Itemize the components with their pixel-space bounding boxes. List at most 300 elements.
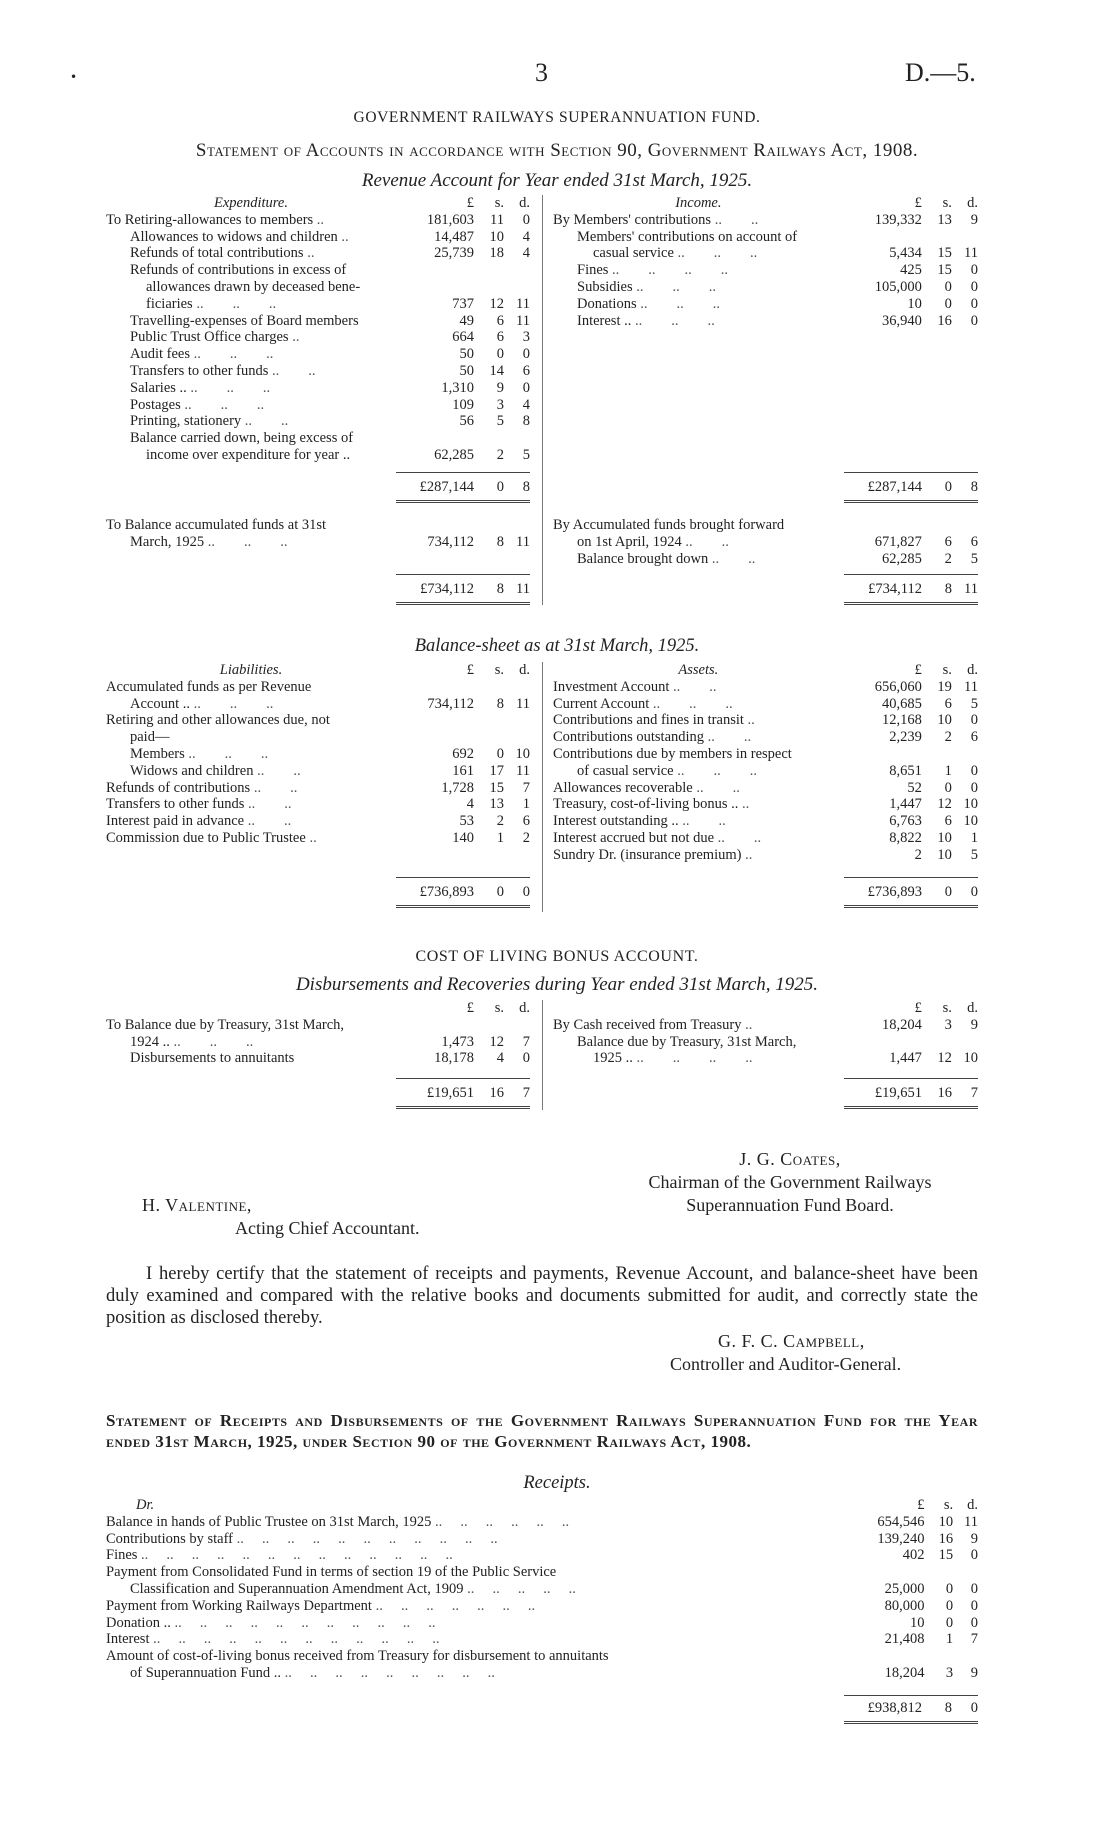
row-label (106, 729, 396, 746)
row-leader: .. .. (711, 550, 756, 567)
row-shillings: 2 (944, 729, 952, 746)
row-shillings: 0 (945, 1614, 954, 1631)
account-row (106, 1547, 978, 1564)
row-pounds: 734,112 (427, 695, 474, 712)
row-label (553, 830, 844, 847)
account-row (553, 847, 978, 864)
row-label (106, 1564, 849, 1581)
row-label-text: Payment from Working Railways Department (106, 1597, 372, 1614)
row-label (553, 313, 844, 330)
row-label-text: To Balance due by Treasury, 31st March, (106, 1016, 345, 1033)
row-pounds: 25,000 (884, 1580, 925, 1597)
total-pounds: £19,651 (426, 1085, 474, 1101)
row-pounds: 692 (452, 745, 474, 762)
row-pence: 0 (970, 1614, 978, 1631)
total-pence: 0 (970, 1700, 978, 1716)
row-shillings: 15 (938, 1547, 954, 1564)
row-pounds: 109 (452, 396, 474, 413)
account-row (106, 696, 530, 713)
row-pounds: 10 (907, 295, 922, 312)
revenue-total2-right (844, 574, 978, 605)
row-leader: .. .. .. (636, 278, 716, 295)
row-pence: 0 (522, 211, 530, 228)
row-label-text: Members' contributions on account of (577, 228, 798, 245)
account-row (553, 279, 978, 296)
row-label (106, 780, 396, 797)
row-shillings: 4 (496, 1050, 504, 1067)
row-shillings: 12 (489, 1033, 504, 1050)
coates-block (620, 1148, 960, 1217)
row-pence: 9 (970, 211, 978, 228)
row-pounds: 402 (902, 1547, 925, 1564)
col-pounds: £ (914, 662, 922, 678)
row-label-text: Salaries .. (130, 379, 187, 396)
row-leader: .. .. (696, 779, 740, 796)
account-row (106, 1648, 978, 1665)
row-pounds (396, 729, 474, 746)
account-row (553, 212, 978, 229)
row-label-text: Retiring and other allowances due, not (106, 712, 330, 729)
row-shillings: 15 (937, 262, 952, 279)
row-label (553, 262, 844, 279)
row-label (106, 279, 396, 296)
row-shillings: 10 (937, 846, 952, 863)
row-label-text: March, 1925 (130, 533, 205, 550)
dr-label: Dr. (136, 1497, 155, 1513)
revenue-divider (542, 195, 543, 605)
row-label-text: Refunds of total contributions (130, 245, 304, 262)
row-leader: .. .. .. (193, 346, 274, 363)
total-pence: 0 (970, 884, 978, 900)
revenue-expenditure (106, 195, 530, 464)
row-label-text: Balance brought down (577, 550, 709, 567)
account-row (106, 346, 530, 363)
row-shillings (474, 729, 504, 746)
col-title: COST OF LIVING BONUS ACCOUNT. (415, 948, 699, 965)
total-pounds: £734,112 (868, 581, 922, 597)
row-pounds: 654,546 (877, 1513, 925, 1530)
row-leader: .. .. .. .. .. .. .. .. .. .. .. .. .. (141, 1547, 453, 1564)
row-label-text: Current Account (553, 695, 650, 712)
row-shillings: 6 (496, 329, 504, 346)
row-pence: 4 (522, 245, 530, 262)
row-label (106, 696, 396, 713)
row-pence: 10 (963, 796, 978, 813)
account-row (553, 534, 978, 551)
account-row (106, 729, 530, 746)
row-label (106, 262, 396, 279)
col-pounds: £ (914, 1000, 922, 1016)
row-shillings: 10 (937, 829, 952, 846)
row-shillings: 0 (945, 1597, 954, 1614)
row-pence: 9 (970, 1664, 978, 1681)
row-pence: 0 (522, 346, 530, 363)
row-label (106, 1648, 849, 1665)
revenue-total-left (396, 472, 530, 503)
row-pence: 6 (522, 362, 530, 379)
row-label (553, 1034, 844, 1051)
row-label (106, 363, 396, 380)
row-pence: 9 (970, 1016, 978, 1033)
col-pounds: £ (917, 1497, 925, 1513)
account-row (106, 413, 530, 430)
account-row (106, 746, 530, 763)
row-label-text: Refunds of contributions (106, 779, 251, 796)
account-row (106, 1631, 978, 1648)
row-shillings: 10 (489, 228, 504, 245)
row-label (106, 1615, 849, 1632)
total-pence: 11 (964, 581, 978, 597)
row-label (553, 517, 844, 534)
row-shillings: 6 (944, 813, 952, 830)
row-pence (952, 517, 978, 534)
row-leader: .. .. (244, 413, 289, 430)
account-row (106, 1034, 530, 1051)
row-label (106, 397, 396, 414)
col-subtitle: Disbursements and Recoveries during Year ended 31st March, 1925. (295, 974, 819, 995)
row-shillings: 0 (944, 295, 952, 312)
row-label (553, 679, 844, 696)
row-pence: 6 (970, 729, 978, 746)
row-label (553, 245, 844, 262)
row-shillings: 2 (944, 550, 952, 567)
row-label (553, 847, 844, 864)
row-label-text: Balance carried down, being excess of (130, 430, 354, 447)
row-pounds (844, 229, 922, 246)
account-row (553, 245, 978, 262)
row-label (106, 413, 396, 430)
valentine-block (142, 1194, 419, 1240)
receipts-heading: Statement of Receipts and Disbursements of the Government Railways Superannuation Fund for the Year ended 31st March, 1925, under Section 90 of the Government Railways Act, 1908. (106, 1411, 978, 1451)
row-shillings: 15 (489, 779, 504, 796)
row-label-text: Public Trust Office charges (130, 329, 289, 346)
account-row (553, 763, 978, 780)
row-pence (504, 679, 530, 696)
row-pence: 0 (970, 762, 978, 779)
row-pounds: 18,204 (881, 1016, 922, 1033)
row-label (553, 696, 844, 713)
account-row (553, 796, 978, 813)
row-shillings: 0 (496, 745, 504, 762)
row-shillings: 6 (496, 312, 504, 329)
row-pence: 10 (515, 745, 530, 762)
row-pence: 11 (516, 295, 530, 312)
row-shillings (474, 712, 504, 729)
col-right (553, 1000, 978, 1067)
row-label (106, 229, 396, 246)
row-pence: 11 (964, 678, 978, 695)
row-pounds (844, 746, 922, 763)
total-shillings: 8 (944, 1700, 952, 1716)
total-pounds: £938,812 (867, 1700, 922, 1716)
row-leader: .. .. .. .. .. .. .. .. .. (284, 1664, 495, 1681)
account-row (106, 262, 530, 279)
total-shillings: 0 (944, 884, 952, 900)
row-pence: 2 (522, 829, 530, 846)
account-row (106, 830, 530, 847)
account-row (106, 430, 530, 447)
coates-name: J. G. Coates, (739, 1149, 841, 1169)
row-pounds (849, 1564, 924, 1581)
row-pounds: 181,603 (426, 211, 474, 228)
row-pence: 8 (522, 413, 530, 430)
col-pence: d. (519, 662, 530, 678)
row-label-text: Widows and children (130, 762, 254, 779)
row-pounds: 21,408 (884, 1631, 925, 1648)
row-label-text: Investment Account (553, 678, 670, 695)
total-pence: 8 (522, 479, 530, 495)
row-pounds: 2 (914, 846, 922, 863)
row-pounds (396, 679, 474, 696)
page-reference: D.—5. (905, 58, 976, 87)
row-shillings: 9 (496, 379, 504, 396)
account-row (553, 712, 978, 729)
row-pounds: 56 (459, 413, 474, 430)
row-label (106, 1581, 849, 1598)
row-label-text: Balance due by Treasury, 31st March, (577, 1033, 797, 1050)
row-label (106, 1547, 849, 1564)
row-label-text: Interest .. (577, 312, 632, 329)
row-leader: .. .. (707, 729, 752, 746)
row-shillings: 3 (496, 396, 504, 413)
account-row (553, 1034, 978, 1051)
row-pence (952, 1034, 978, 1051)
row-leader: .. .. .. (190, 379, 271, 396)
row-leader: .. .. .. .. .. .. .. .. .. .. .. (174, 1614, 436, 1631)
row-label (106, 1531, 849, 1548)
account-row (553, 1017, 978, 1034)
row-label-text: of casual service (577, 762, 674, 779)
row-pence: 6 (970, 533, 978, 550)
account-row (106, 763, 530, 780)
row-pounds: 8,822 (889, 829, 922, 846)
row-pence (504, 1017, 530, 1034)
account-row (106, 1050, 530, 1067)
row-label-text: casual service (593, 245, 674, 262)
row-leader: .. (316, 211, 325, 228)
row-pounds (396, 262, 474, 279)
row-label (106, 679, 396, 696)
row-label-text: Contributions and fines in transit (553, 712, 744, 729)
account-row (106, 517, 530, 534)
col-pence: d. (519, 195, 530, 211)
row-label-text: Balance in hands of Public Trustee on 31st March, 1925 (106, 1513, 432, 1530)
row-label (553, 279, 844, 296)
row-label-text: Transfers to other funds (106, 796, 245, 813)
row-pence (953, 1564, 978, 1581)
row-shillings: 12 (489, 295, 504, 312)
col-shillings: s. (942, 1000, 952, 1016)
row-pence: 5 (522, 446, 530, 463)
row-label (106, 517, 396, 534)
row-pounds: 5,434 (889, 245, 922, 262)
row-label-text: Fines (577, 262, 609, 279)
row-pounds (396, 712, 474, 729)
revenue-balance-right (553, 517, 978, 567)
account-row (553, 296, 978, 313)
total-pence: 7 (970, 1085, 978, 1101)
row-pence: 5 (970, 550, 978, 567)
receipts-total (844, 1695, 978, 1724)
row-label (106, 796, 396, 813)
row-label (106, 245, 396, 262)
account-row (553, 679, 978, 696)
row-pounds: 40,685 (881, 695, 922, 712)
row-pence (952, 229, 978, 246)
coates-title-line2: Superannuation Fund Board. (686, 1195, 894, 1215)
row-pence (504, 430, 530, 447)
certification-text: I hereby certify that the statement of receipts and payments, Revenue Account, and balance-sheet have been duly examined and compared with the relative books and documents submitted for audit, and correctly state the position as disclosed thereby. (106, 1264, 978, 1328)
total-pounds: £734,112 (420, 581, 474, 597)
row-pence (504, 279, 530, 296)
row-shillings: 16 (937, 312, 952, 329)
row-label-text: Interest paid in advance (106, 813, 245, 830)
row-pounds: 62,285 (881, 550, 922, 567)
row-label-text: on 1st April, 1924 (577, 533, 682, 550)
valentine-name: H. Valentine, (142, 1195, 252, 1215)
account-row (553, 830, 978, 847)
row-label-text: Interest accrued but not due (553, 829, 715, 846)
row-label (106, 346, 396, 363)
total-pence: 8 (970, 479, 978, 495)
row-pence: 11 (516, 533, 530, 550)
col-total-left (396, 1078, 530, 1109)
row-pounds (849, 1648, 924, 1665)
row-leader: .. .. .. (207, 533, 288, 550)
row-label (106, 534, 396, 551)
row-label (106, 212, 396, 229)
row-pounds (396, 1017, 474, 1034)
row-leader: .. (745, 1016, 753, 1033)
row-leader: .. (307, 245, 315, 262)
row-pence: 4 (522, 228, 530, 245)
row-pence: 7 (522, 1033, 530, 1050)
row-leader: .. .. (272, 362, 316, 379)
row-leader: .. .. (685, 533, 729, 550)
row-pounds: 4 (466, 796, 474, 813)
row-pounds: 140 (452, 829, 474, 846)
row-shillings (474, 1017, 504, 1034)
row-label (553, 813, 844, 830)
row-shillings (922, 1034, 952, 1051)
row-pounds: 53 (459, 813, 474, 830)
row-label-text: Classification and Superannuation Amendment Act, 1909 (130, 1580, 464, 1597)
row-pounds: 105,000 (874, 278, 922, 295)
total-pence: 11 (516, 581, 530, 597)
account-row (106, 1615, 978, 1632)
row-pence: 7 (970, 1631, 978, 1648)
balance-title: Balance-sheet as at 31st March, 1925. (414, 636, 700, 656)
valentine-title: Acting Chief Accountant. (235, 1218, 420, 1238)
row-shillings: 14 (489, 362, 504, 379)
account-row (106, 1017, 530, 1034)
row-label-text: Contributions by staff (106, 1530, 234, 1547)
row-shillings (474, 262, 504, 279)
row-leader: .. .. .. .. (612, 262, 729, 279)
row-label-text: Members (130, 745, 185, 762)
row-pounds: 139,332 (874, 211, 922, 228)
row-label (106, 313, 396, 330)
col-pounds: £ (466, 1000, 474, 1016)
total-pounds: £19,651 (874, 1085, 922, 1101)
account-row (553, 262, 978, 279)
row-leader: .. .. .. (634, 312, 715, 329)
revenue-balance-left (106, 517, 530, 551)
row-shillings (925, 1648, 954, 1665)
row-pounds: 62,285 (434, 446, 474, 463)
row-shillings: 13 (489, 796, 504, 813)
row-label-text: Interest (106, 1631, 150, 1648)
row-pounds (396, 279, 474, 296)
row-leader: .. .. (257, 762, 301, 779)
account-row (106, 380, 530, 397)
account-row (106, 1564, 978, 1581)
campbell-title: Controller and Auditor-General. (670, 1354, 902, 1374)
row-shillings: 11 (490, 211, 504, 228)
row-leader: .. .. .. (193, 695, 274, 712)
total-shillings: 0 (496, 479, 504, 495)
row-pounds (396, 517, 474, 534)
row-shillings: 8 (496, 533, 504, 550)
row-pence: 0 (522, 379, 530, 396)
expenditure-heading: Expenditure. (214, 195, 288, 211)
row-leader: .. .. .. (652, 695, 733, 712)
row-pence: 11 (516, 312, 530, 329)
row-pounds: 2,239 (889, 729, 922, 746)
row-leader: .. .. .. .. .. .. .. .. .. .. .. .. (153, 1631, 440, 1648)
account-row (106, 1665, 978, 1682)
row-label (553, 551, 844, 568)
row-shillings: 5 (496, 413, 504, 430)
row-pence: 0 (970, 1580, 978, 1597)
row-label-text: Commission due to Public Trustee (106, 829, 306, 846)
account-row (106, 813, 530, 830)
row-label (106, 712, 396, 729)
row-pence: 5 (970, 695, 978, 712)
campbell-block (670, 1330, 901, 1376)
account-row (553, 746, 978, 763)
row-leader: .. .. (247, 813, 292, 830)
col-left (106, 1000, 530, 1067)
row-pounds: 18,178 (434, 1050, 474, 1067)
row-label-text: Amount of cost-of-living bonus received from Treasury for disbursement to annuitants (106, 1648, 609, 1665)
row-shillings: 13 (937, 211, 952, 228)
row-leader: .. .. .. (184, 396, 265, 413)
row-label-text: To Retiring-allowances to members (106, 211, 314, 228)
row-label (553, 1017, 844, 1034)
row-leader: .. .. (717, 829, 762, 846)
row-label (106, 296, 396, 313)
row-label (553, 1050, 844, 1067)
row-label-text: Treasury, cost-of-living bonus .. (553, 796, 739, 813)
row-shillings: 0 (496, 346, 504, 363)
row-pounds: 1,310 (441, 379, 474, 396)
row-pence: 10 (963, 1050, 978, 1067)
row-pounds (844, 517, 922, 534)
row-label (553, 746, 844, 763)
row-label-text: Contributions due by members in respect (553, 745, 792, 762)
account-row (553, 313, 978, 330)
row-leader: .. .. (714, 211, 759, 228)
row-label (106, 1034, 396, 1051)
row-label (106, 447, 396, 464)
account-row (106, 1581, 978, 1598)
row-pounds: 671,827 (874, 533, 922, 550)
row-pounds: 737 (452, 295, 474, 312)
account-row (106, 212, 530, 229)
row-pence: 11 (964, 1513, 978, 1530)
row-label-text: 1924 .. (130, 1033, 170, 1050)
